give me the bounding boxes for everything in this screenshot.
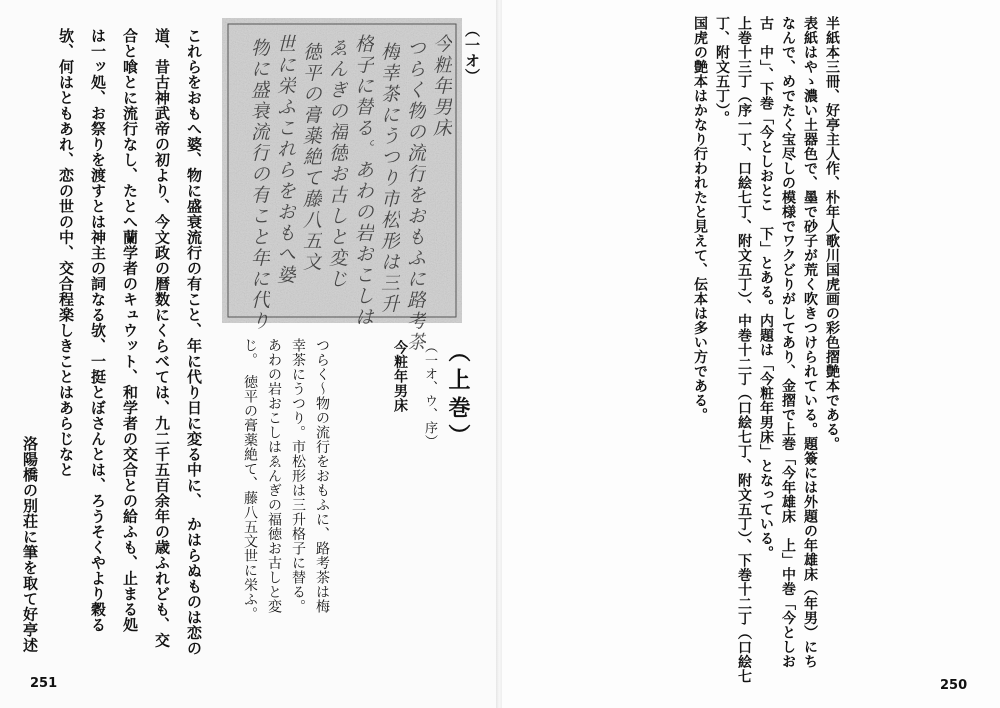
section-heading: （一オ、ウ、序） [422,340,437,448]
manuscript-column: 格子に替る。あわの岩おこしは [352,34,374,328]
right-page [502,0,1000,708]
text-column: 国虎の艶本はかなり行われたと見えて、伝本は多い方である。 [692,16,708,422]
intro-column: 幸茶にうつり。市松形は三升格子に替る。 [290,338,306,614]
body-column: 欤、何はともあれ、恋の世の中、交合程楽しきことはあらじなと [57,28,75,478]
folio-label: （一オ） [463,22,481,84]
text-column: 丁、附文五丁）。 [714,16,730,125]
text-column: 古 中」、下巻「今としおとこ 下」とある。内題は「今粧年男床」となっている。 [758,16,774,560]
body-column: は一ッ処、お祭りを渡すとは神主の詞なる欤、一挺とぼさんとは、ろうそくやより穀る [89,28,107,633]
body-column: 合と喰とに流行なし、たとへ蘭学者のキュウット、和学者の交合との給ふも、止まる処 [121,28,139,633]
manuscript-column: ゑんぎの福徳お古しと変じ [326,38,348,290]
volume-label: （上巻） [445,340,471,452]
text-column: 表紙はやゝ濃い土器色で、墨で砂子が荒く吹きつけられている。題簽には外題の年雄床（年男）にち [802,16,818,669]
body-column: これらをおもへ婆、物に盛衰流行の有こと、年に代り日に変る中に、 かはらぬものは恋の [185,28,203,656]
text-column: なんで、めでたく宝尽しの模様でワクどりがしてあり、金摺で上巻「今年雄床 上」中巻「今としお [780,16,796,669]
manuscript-column: つらく物の流行をおもふに路考茶 [404,38,426,353]
intro-column: あわの岩おこしはゑんぎの福徳お古しと変 [266,338,282,614]
manuscript-column: 今粧年男床 [430,34,452,139]
left-page [0,0,498,708]
manuscript-column: 徳平の膏薬絶て藤八五文 [300,42,322,273]
manuscript-column: 梅幸茶にうつり市松形は三升 [378,42,400,315]
text-column: 半紙本三冊、好亭主人作、朴年人歌川国虎画の彩色摺艶本である。 [824,16,840,451]
text-column: 上巻十三丁（序一丁、口絵七丁、附文五丁）、中巻十二丁（口絵七丁、附文五丁）、下巻十二丁（口絵七 [736,16,752,684]
intro-column: じ。 徳平の膏薬絶て、藤八五文世に栄ふ。 [242,338,258,621]
body-column: 道、昔古神武帝の初より、今文政の暦数にくらべては、九二千五百余年の歳ふれども、交 [153,28,171,648]
page-number-left: 251 [30,676,58,691]
inner-title: 今粧年男床 [392,340,408,413]
signature-column: 洛陽橋の別荘に筆を取て好亭述 [21,436,39,653]
intro-column: つらく〜物の流行をおもふに、路考茶は梅 [314,338,330,614]
page-number-right: 250 [940,678,968,693]
manuscript-column: 世に栄ふこれらをおもへ婆 [274,34,296,286]
manuscript-column: 物に盛衰流行の有こと年に代り [248,38,270,332]
